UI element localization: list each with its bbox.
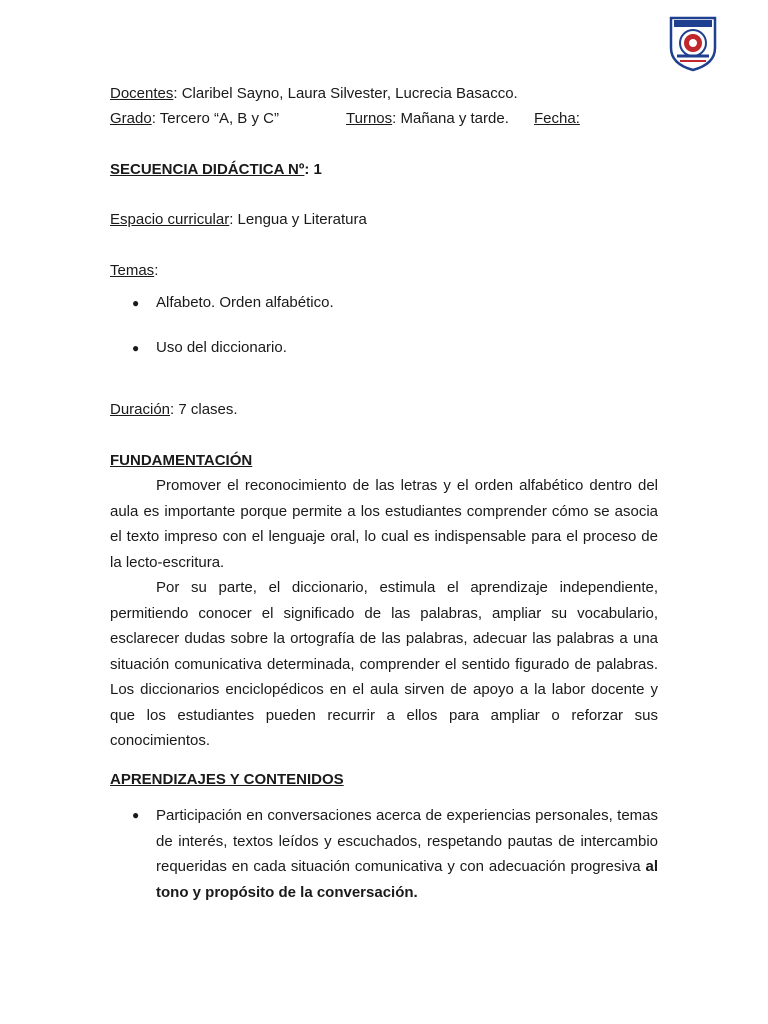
duracion-label: Duración — [110, 401, 171, 418]
fundamentacion-paragraph-2: Por su parte, el diccionario, estimula el aprendizaje independiente, permitiendo conocer el significado de las palabras, ampliar su vocabulario, esclarecer dudas sobre la ortografía de las palabras, adecuar las palabras a una situación comunicativa determinada, comprender el sentido figurado de palabras. Los diccionarios enciclopédicos en el aula sirven de apoyo a la labor docente y que los estudiantes pueden recurrir a ellos para ampliar o reforzar sus conocimientos. — [110, 579, 658, 749]
grado-label: Grado — [110, 110, 152, 127]
fundamentacion-heading: FUNDAMENTACIÓN — [110, 452, 253, 469]
temas-item — [132, 338, 287, 358]
temas-label: Temas — [110, 262, 155, 279]
bullet-icon: ● — [132, 296, 140, 310]
grado-line — [110, 109, 279, 129]
temas-item-text: Alfabeto. Orden alfabético. — [156, 294, 334, 311]
espacio-label: Espacio curricular — [110, 211, 230, 228]
secuencia-label: SECUENCIA DIDÁCTICA Nº — [110, 161, 305, 178]
grado-value: : Tercero “A, B y C” — [151, 110, 279, 127]
temas-line — [110, 261, 158, 281]
temas-item-text: Uso del diccionario. — [156, 339, 287, 356]
temas-colon: : — [154, 262, 159, 279]
bullet-icon: ● — [132, 808, 140, 822]
aprendizajes-item-bold: al tono y propósito de la conversación. — [156, 858, 658, 901]
aprendizajes-item-text: Participación en conversaciones acerca de experiencias personales, temas de interés, textos leídos y escuchados, respetando pautas de intercambio requeridas en cada situación comunicativa y con adecuación progresiva — [156, 807, 658, 875]
turnos-line — [346, 109, 509, 129]
docentes-label: Docentes — [110, 85, 174, 102]
duracion-line — [110, 400, 238, 420]
fundamentacion-paragraph-1: Promover el reconocimiento de las letras y el orden alfabético dentro del aula es importante porque permite a los estudiantes comprender cómo se asocia el texto impreso con el lenguaje oral, lo cual es indispensable para el proceso de la lecto-escritura. — [110, 477, 658, 571]
turnos-label: Turnos — [346, 110, 393, 127]
secuencia-value: : 1 — [304, 161, 322, 178]
school-crest-logo — [668, 14, 718, 72]
fecha-line — [534, 109, 580, 129]
bullet-icon: ● — [132, 341, 140, 355]
fecha-label: Fecha: — [534, 110, 580, 127]
docentes-value: : Claribel Sayno, Laura Silvester, Lucrecia Basacco. — [173, 85, 518, 102]
docentes-line — [110, 84, 518, 104]
aprendizajes-item — [132, 803, 658, 905]
espacio-line — [110, 210, 367, 230]
duracion-value: : 7 clases. — [170, 401, 238, 418]
turnos-value: : Mañana y tarde. — [392, 110, 509, 127]
secuencia-line — [110, 160, 322, 180]
espacio-value: : Lengua y Literatura — [229, 211, 367, 228]
aprendizajes-heading: APRENDIZAJES Y CONTENIDOS — [110, 771, 344, 788]
temas-item — [132, 293, 334, 313]
